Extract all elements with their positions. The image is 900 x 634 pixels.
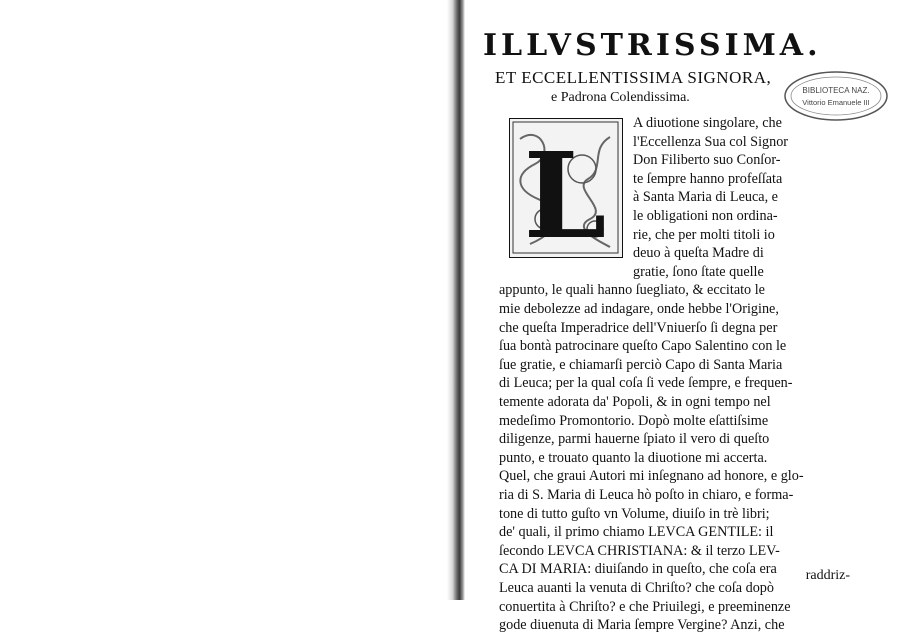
text-line: de' quali, il primo chiamo LEVCA GENTILE: il [499,524,774,541]
text-line: mie debolezze ad indagare, onde hebbe l'Origine, [499,301,779,317]
text-line: te ſempre hanno profeſſata [633,170,783,187]
body-text [465,0,900,634]
text-line: deuo à queſta Madre di [633,245,764,262]
text-line: punto, e trouato quanto la diuotione mi accerta. [499,449,768,466]
text-line: Quel, che graui Autori mi inſegnano ad honore, e glo- [499,468,804,485]
text-line: A diuotione singolare, che [633,115,782,131]
left-blank-page [0,0,447,600]
right-page [465,0,900,634]
text-line: gratie, ſono ſtate quelle [633,263,764,280]
text-line: temente adorata da' Popoli, & in ogni tempo nel [499,394,771,410]
text-line: diligenze, parmi hauerne ſpiato il vero di queſto [499,431,770,448]
text-line: appunto, le quali hanno ſuegliato, & eccitato le [499,282,765,299]
text-line: ſua bontà patrocinare queſto Capo Salentino con le [499,338,787,355]
text-line: medeſimo Promontorio. Dopò molte eſattiſsime [499,412,769,429]
text-line: Leuca auanti la venuta di Chriſto? che coſa dopò [499,580,774,596]
stamp-line-2: Vittorio Emanuele III [802,98,870,107]
text-line: rie, che per molti titoli io [633,226,775,243]
text-line: ſue gratie, e chiamarſi perciò Capo di Santa Maria [499,356,783,373]
text-line: gode diuenuta di Maria ſempre Vergine? Anzi, che [499,617,785,634]
stamp-line-1: BIBLIOTECA NAZ. [802,86,870,95]
text-line: di Leuca; per la qual coſa ſi vede ſempre, e frequen- [499,375,793,392]
text-line: l'Eccellenza Sua col Signor [633,133,789,150]
text-line: che queſta Imperadrice dell'Vniuerſo ſi degna per [499,319,778,336]
book-gutter [447,0,465,600]
page-title: ILLVSTRISSIMA. [483,28,822,63]
text-line: conuertita à Chriſto? e che Priuilegi, e preeminenze [499,598,791,615]
text-line: Don Filiberto suo Conſor- [633,152,781,169]
catchword: raddriz- [805,568,850,583]
page-subtitle-2: e Padrona Colendissima. [551,90,690,105]
text-line: ria di S. Maria di Leuca hò poſto in chiaro, e forma- [499,487,794,503]
text-line: CA DI MARIA: diuiſando in queſto, che coſa era [499,561,777,578]
initial-letter: L [523,126,607,256]
text-line: à Santa Maria di Leuca, e [633,189,778,206]
text-line: le obligationi non ordina- [633,208,778,224]
text-line: tone di tutto guſto vn Volume, diuiſo in trè libri; [499,505,770,522]
page-subtitle: ET ECCELLENTISSIMA SIGNORA, [495,68,772,87]
text-line: ſecondo LEVCA CHRISTIANA: & il terzo LEV- [499,542,780,559]
